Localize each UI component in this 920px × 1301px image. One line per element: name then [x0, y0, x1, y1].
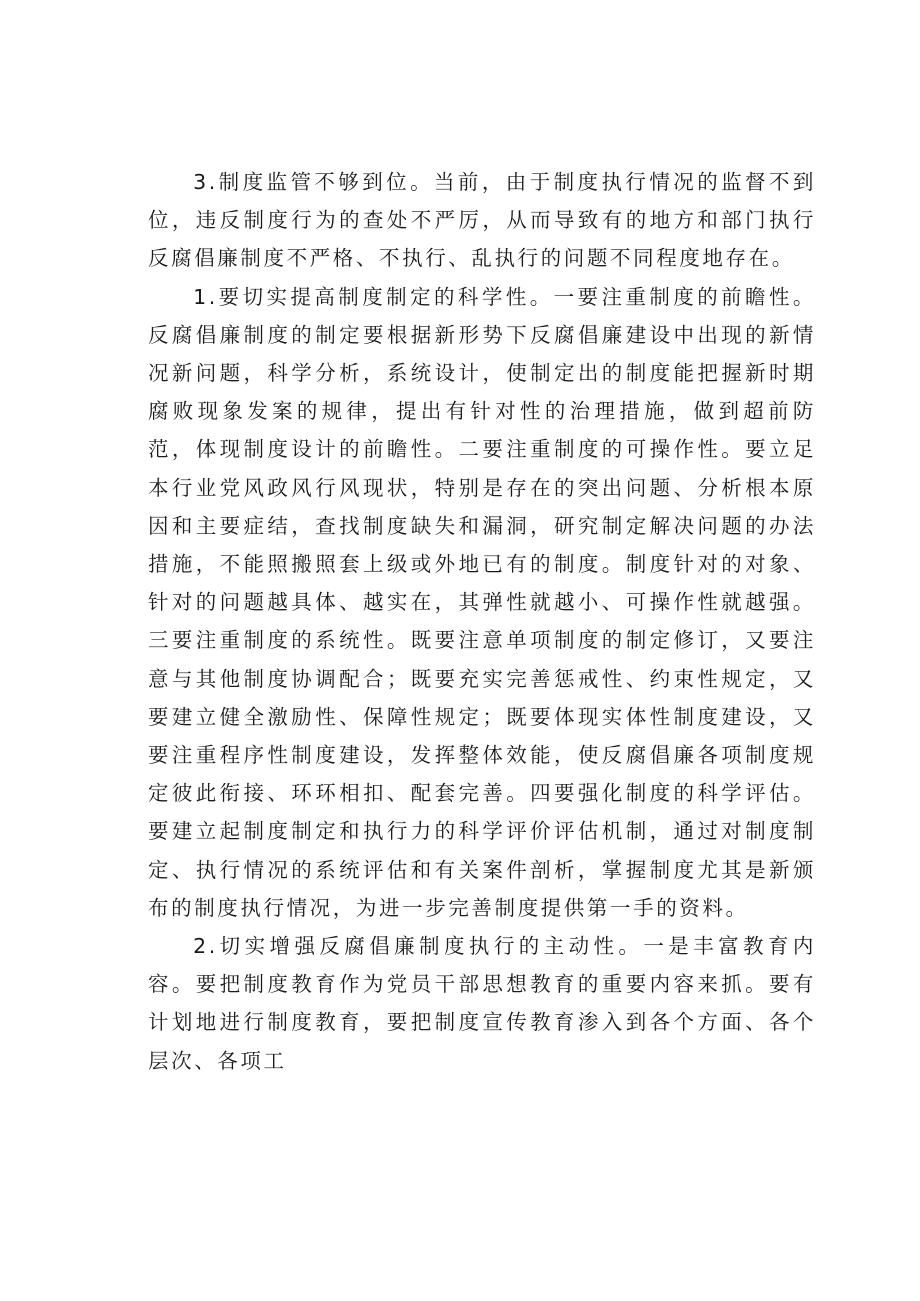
paragraph-execution-initiative: 2.切实增强反腐倡廉制度执行的主动性。一是丰富教育内容。要把制度教育作为党员干部思想教育的重要内容来抓。要有计划地进行制度教育，要把制度宣传教育渗入到各个方面、各个层次、各项工	[148, 934, 816, 1073]
paragraph-supervision-issue: 3.制度监管不够到位。当前，由于制度执行情况的监督不到位，违反制度行为的查处不严厉，从而导致有的地方和部门执行反腐倡廉制度不严格、不执行、乱执行的问题不同程度地存在。	[148, 170, 816, 271]
paragraph-scientific-formulation: 1.要切实提高制度制定的科学性。一要注重制度的前瞻性。反腐倡廉制度的制定要根据新形势下反腐倡廉建设中出现的新情况新问题，科学分析，系统设计，使制定出的制度能把握新时期腐败现象发案的规律，提出有针对性的治理措施，做到超前防范，体现制度设计的前瞻性。二要注重制度的可操作性。要立足本行业党风政风行风现状，特别是存在的突出问题、分析根本原因和主要症结，查找制度缺失和漏洞，研究制定解决问题的办法措施，不能照搬照套上级或外地已有的制度。制度针对的对象、针对的问题越具体、越实在，其弹性就越小、可操作性就越强。三要注重制度的系统性。既要注意单项制度的制定修订，又要注意与其他制度协调配合；既要充实完善惩戒性、约束性规定，又要建立健全激励性、保障性规定；既要体现实体性制度建设，又要注重程序性制度建设，发挥整体效能，使反腐倡廉各项制度规定彼此衔接、环环相扣、配套完善。四要强化制度的科学评估。要建立起制度制定和执行力的科学评价评估机制，通过对制度制定、执行情况的系统评估和有关案件剖析，掌握制度尤其是新颁布的制度执行情况，为进一步完善制度提供第一手的资料。	[148, 284, 816, 920]
document-body	[148, 163, 816, 1080]
